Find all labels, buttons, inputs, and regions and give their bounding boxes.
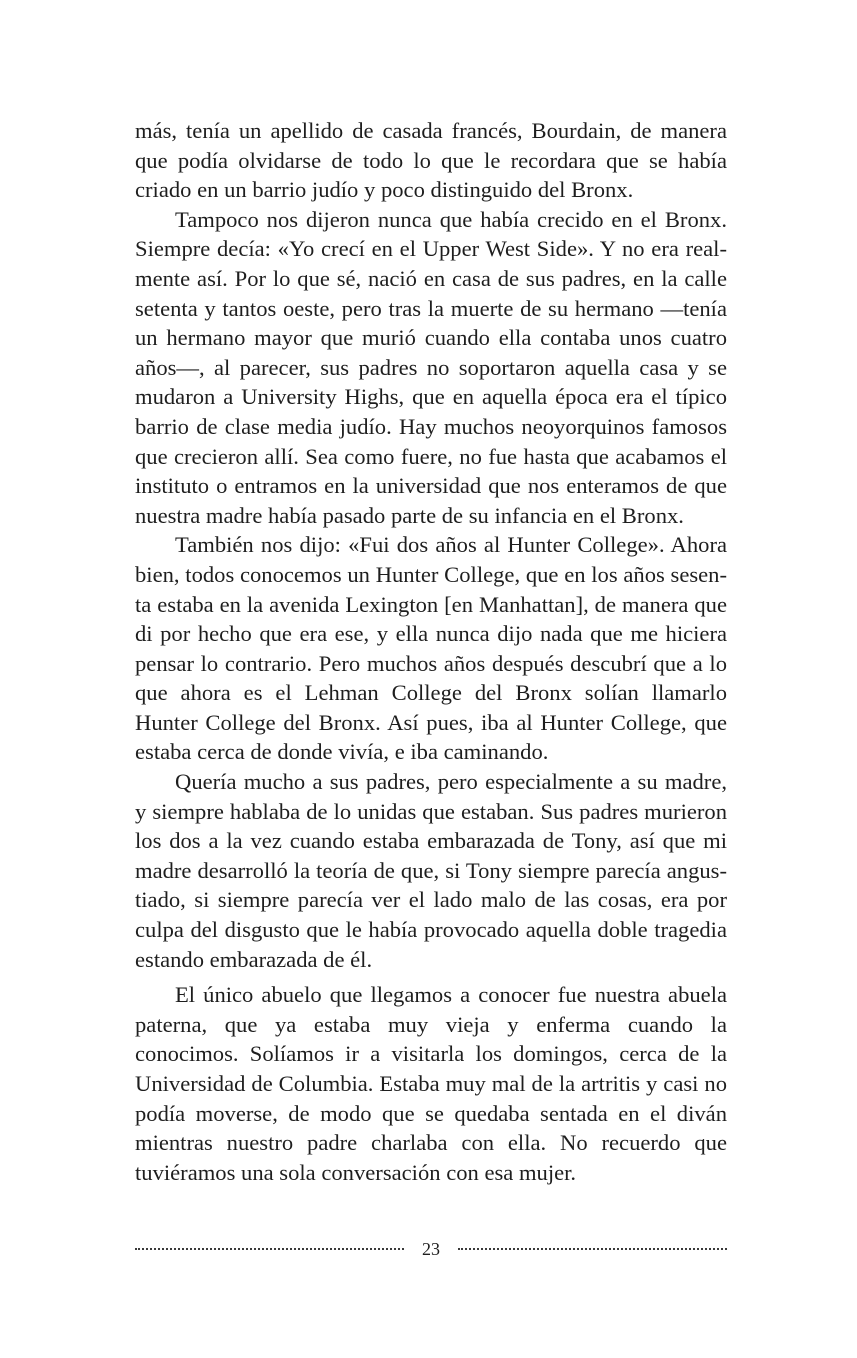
footer-dotted-rule-right bbox=[458, 1248, 727, 1250]
paragraph-5: El único abuelo que llegamos a conocer fue nuestra abuela paterna, que ya estaba muy vieja y enferma cuando la conocimos. Solíamos ir a visitarla los domingos, cerca de la Universidad de Columbia. Estaba muy mal de la artritis y casi no podía moverse, de modo que se quedaba sentada en el diván mientras nuestro padre charlaba con ella. No recuerdo que tuviéramos una sola conversación con esa mujer. bbox=[135, 982, 727, 1185]
paragraph-1: más, tenía un apellido de casada francés, Bourdain, de manera que podía olvidarse de todo lo que le recordara que se había criado en un barrio judío y poco distinguido del Bronx. bbox=[135, 118, 727, 203]
footer-dotted-rule-left bbox=[135, 1248, 404, 1250]
paragraph-2: Tampoco nos dijeron nunca que había crecido en el Bronx. Siempre decía: «Yo crecí en el Upper West Side». Y no era realmente así. Por lo que sé, nació en casa de sus padres, en la calle setenta y tantos oeste, pero tras la muerte de su hermano —tenía un hermano mayor que murió cuando ella contaba unos cuatro años—, al parecer, sus padres no soportaron aquella casa y se mudaron a University Highs, que en aquella época era el típico barrio de clase media judío. Hay muchos neoyorquinos famosos que crecieron allí. Sea como fuere, no fue hasta que acabamos el instituto o entramos en la universidad que nos enteramos de que nuestra madre había pasado parte de su infancia en el Bronx. bbox=[135, 206, 727, 528]
paragraph-3: También nos dijo: «Fui dos años al Hunter College». Ahora bien, todos conocemos un Hunter College, que en los años sesenta estaba en la avenida Lexington [en Manhattan], de manera que di por hecho que era ese, y ella nunca dijo nada que me hiciera pensar lo contrario. Pero muchos años después descubrí que a lo que ahora es el Lehman College del Bronx solían llamarlo Hunter College del Bronx. Así pues, iba al Hunter College, que estaba cerca de donde vivía, e iba caminando. bbox=[135, 532, 727, 765]
paragraph-4: Quería mucho a sus padres, pero especialmente a su madre, y siempre hablaba de lo unidas que estaban. Sus padres murieron los dos a la vez cuando estaba embarazada de Tony, así que mi madre desarrolló la teoría de que, si Tony siempre parecía angustiado, si siempre parecía ver el lado malo de las cosas, era por culpa del disgusto que le había provocado aquella doble tragedia estando embarazada de él. bbox=[135, 769, 727, 972]
page-footer bbox=[135, 1236, 727, 1262]
page-number: 23 bbox=[422, 1239, 440, 1259]
body-text bbox=[135, 116, 727, 1187]
